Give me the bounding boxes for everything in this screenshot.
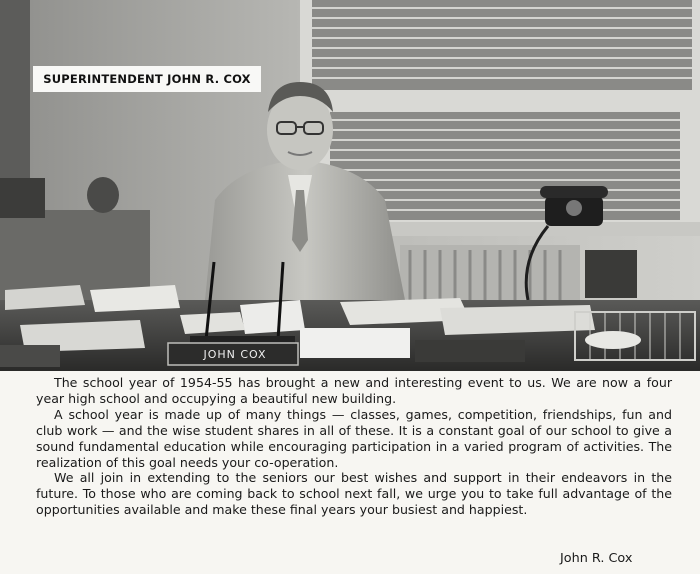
signature: John R. Cox [560, 551, 633, 566]
superintendent-letter [36, 375, 672, 518]
letter-paragraph-2: A school year is made up of many things — classes, games, competition, friendships, fun and club work — and the wise student shares in all of these. It is a constant goal of our school to give a sound fundamental education while encouraging participation in a varied program of activities. The realization of this goal needs your co-operation. [36, 406, 672, 470]
photo-caption: SUPERINTENDENT JOHN R. COX [33, 66, 261, 92]
letter-paragraph-1: The school year of 1954-55 has brought a new and interesting event to us. We are now a four year high school and occupying a beautiful new building. [36, 375, 672, 406]
letter-paragraph-3: We all join in extending to the seniors our best wishes and support in their endeavors in the future. To those who are coming back to school next fall, we urge you to take full advantage of the opportunities available and make these final years your busiest and happiest. [36, 470, 672, 518]
nameplate-label: JOHN COX [203, 348, 267, 361]
